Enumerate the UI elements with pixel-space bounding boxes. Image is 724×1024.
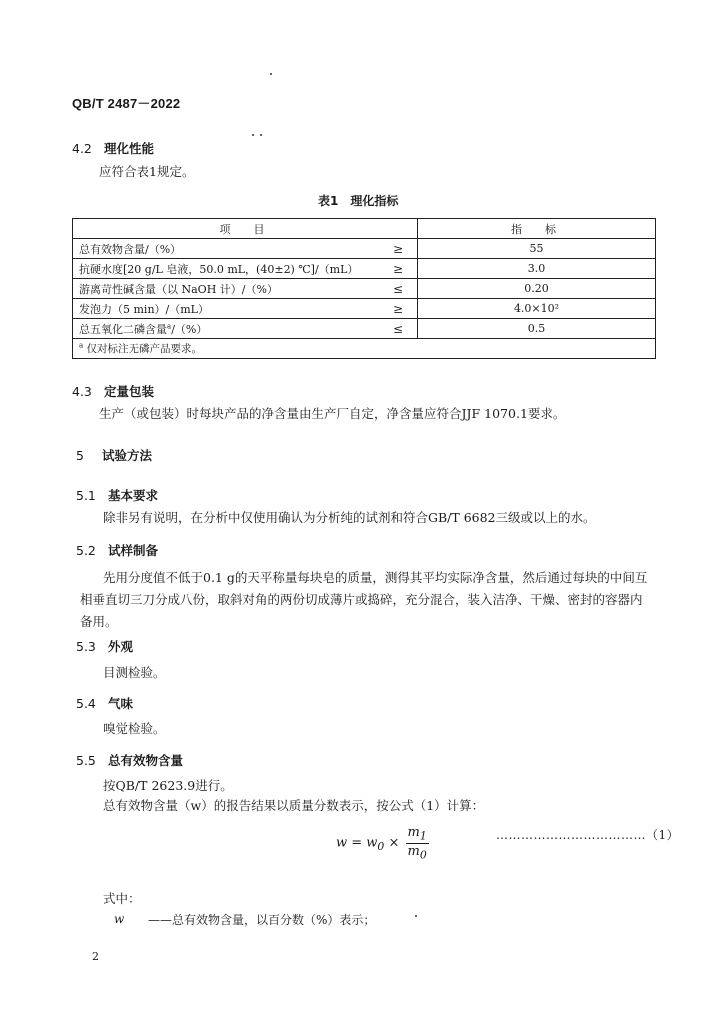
row-value: 3.0	[418, 259, 656, 279]
section-5-2-body-line1: 先用分度值不低于0.1 g的天平称量每块皂的质量，测得其平均实际净含量，然后通过每块的中间互	[103, 570, 648, 585]
section-5-3-heading	[76, 637, 133, 655]
scan-speck	[260, 134, 262, 136]
section-number: 5.4	[76, 696, 96, 711]
denominator-symbol: m	[407, 843, 420, 859]
formula-lhs: w = w	[336, 835, 378, 851]
section-5-2-body-line3: 备用。	[80, 614, 118, 629]
denominator-subscript: 0	[419, 848, 427, 862]
row-item-text: 总五氧化二磷含量	[79, 322, 167, 336]
formula-times: ×	[388, 835, 400, 851]
spec-table	[72, 218, 656, 359]
row-value: 0.20	[418, 279, 656, 299]
section-number: 5.2	[76, 543, 96, 558]
section-5-1-heading	[76, 486, 158, 504]
formula-number: ………………………………（1）	[496, 828, 680, 842]
table-caption: 表1 理化指标	[318, 194, 399, 208]
section-5-3-body: 目测检验。	[103, 665, 166, 680]
standard-code: QB/T 2487－2022	[72, 96, 181, 111]
row-item: 发泡力（5 min）/（mL）	[73, 299, 380, 319]
row-operator: ≤	[379, 279, 418, 299]
scan-speck	[415, 915, 417, 917]
section-5-heading	[76, 446, 152, 464]
section-5-5-body-line2: 总有效物含量（w）的报告结果以质量分数表示，按公式（1）计算：	[103, 798, 485, 813]
scan-speck	[270, 73, 272, 75]
section-title: 气味	[108, 696, 134, 711]
section-number: 5.3	[76, 639, 96, 654]
section-number: 4.3	[72, 384, 92, 399]
table-row	[73, 239, 656, 259]
table-row	[73, 319, 656, 339]
section-4-3-heading	[72, 382, 154, 400]
numerator-subscript: 1	[419, 829, 427, 843]
section-4-2-heading	[72, 139, 154, 157]
where-label: 式中：	[103, 891, 141, 906]
section-title: 外观	[108, 639, 134, 654]
table-row	[73, 299, 656, 319]
section-number: 5.5	[76, 753, 96, 768]
row-operator: ≥	[379, 259, 418, 279]
footnote-text: 仅对标注无磷产品要求。	[86, 343, 203, 355]
section-5-2-heading	[76, 541, 158, 559]
section-number: 5	[76, 448, 84, 463]
section-title: 理化性能	[104, 141, 155, 156]
section-5-4-heading	[76, 694, 133, 712]
formula-1	[336, 825, 429, 861]
section-number: 5.1	[76, 488, 96, 503]
row-operator: ≥	[379, 239, 418, 259]
footnote-marker: a	[79, 341, 84, 350]
where-variable: w	[114, 912, 125, 926]
section-4-3-body: 生产（或包装）时每块产品的净含量由生产厂自定，净含量应符合JJF 1070.1要求。	[99, 406, 566, 421]
col-header-item: 项 目	[73, 219, 418, 239]
row-value: 55	[418, 239, 656, 259]
table-row	[73, 259, 656, 279]
numerator-symbol: m	[407, 825, 420, 840]
row-item	[73, 319, 380, 339]
where-description: ——总有效物含量，以百分数（%）表示；	[148, 913, 376, 927]
row-value: 0.5	[418, 319, 656, 339]
row-operator: ≥	[379, 299, 418, 319]
section-5-5-body-line1: 按QB/T 2623.9进行。	[103, 778, 233, 793]
table-note-row	[73, 339, 656, 359]
section-5-1-body: 除非另有说明，在分析中仅使用确认为分析纯的试剂和符合GB/T 6682三级或以上的水。	[103, 510, 596, 525]
formula-denominator	[406, 844, 429, 862]
section-number: 4.2	[72, 141, 92, 156]
col-header-value: 指 标	[418, 219, 656, 239]
section-5-4-body: 嗅觉检验。	[103, 721, 166, 736]
row-item: 抗硬水度[20 g/L 皂液，50.0 mL，(40±2) ℃]/（mL）	[73, 259, 380, 279]
section-title: 试验方法	[102, 448, 153, 463]
section-title: 试样制备	[108, 543, 159, 558]
table-header-row	[73, 219, 656, 239]
section-title: 定量包装	[104, 384, 155, 399]
formula-fraction	[406, 825, 429, 861]
footnote-marker: a	[167, 321, 172, 330]
formula-lhs-subscript: 0	[377, 840, 385, 854]
row-item-unit: /（%）	[171, 322, 208, 336]
section-4-2-body: 应符合表1规定。	[99, 164, 195, 179]
scan-speck	[252, 134, 254, 136]
table-row	[73, 279, 656, 299]
section-title: 基本要求	[108, 488, 159, 503]
section-5-5-heading	[76, 751, 183, 769]
section-title: 总有效物含量	[108, 753, 184, 768]
row-item: 总有效物含量/（%）	[73, 239, 380, 259]
row-item: 游离苛性碱含量（以 NaOH 计）/（%）	[73, 279, 380, 299]
page-number: 2	[92, 950, 99, 963]
formula-numerator	[406, 825, 429, 844]
table-footnote	[73, 339, 656, 359]
section-5-2-body-line2: 相垂直切三刀分成八份，取斜对角的两份切成薄片或捣碎，充分混合，装入洁净、干燥、密封的容器内	[80, 592, 643, 607]
row-operator: ≤	[379, 319, 418, 339]
row-value: 4.0×10²	[418, 299, 656, 319]
